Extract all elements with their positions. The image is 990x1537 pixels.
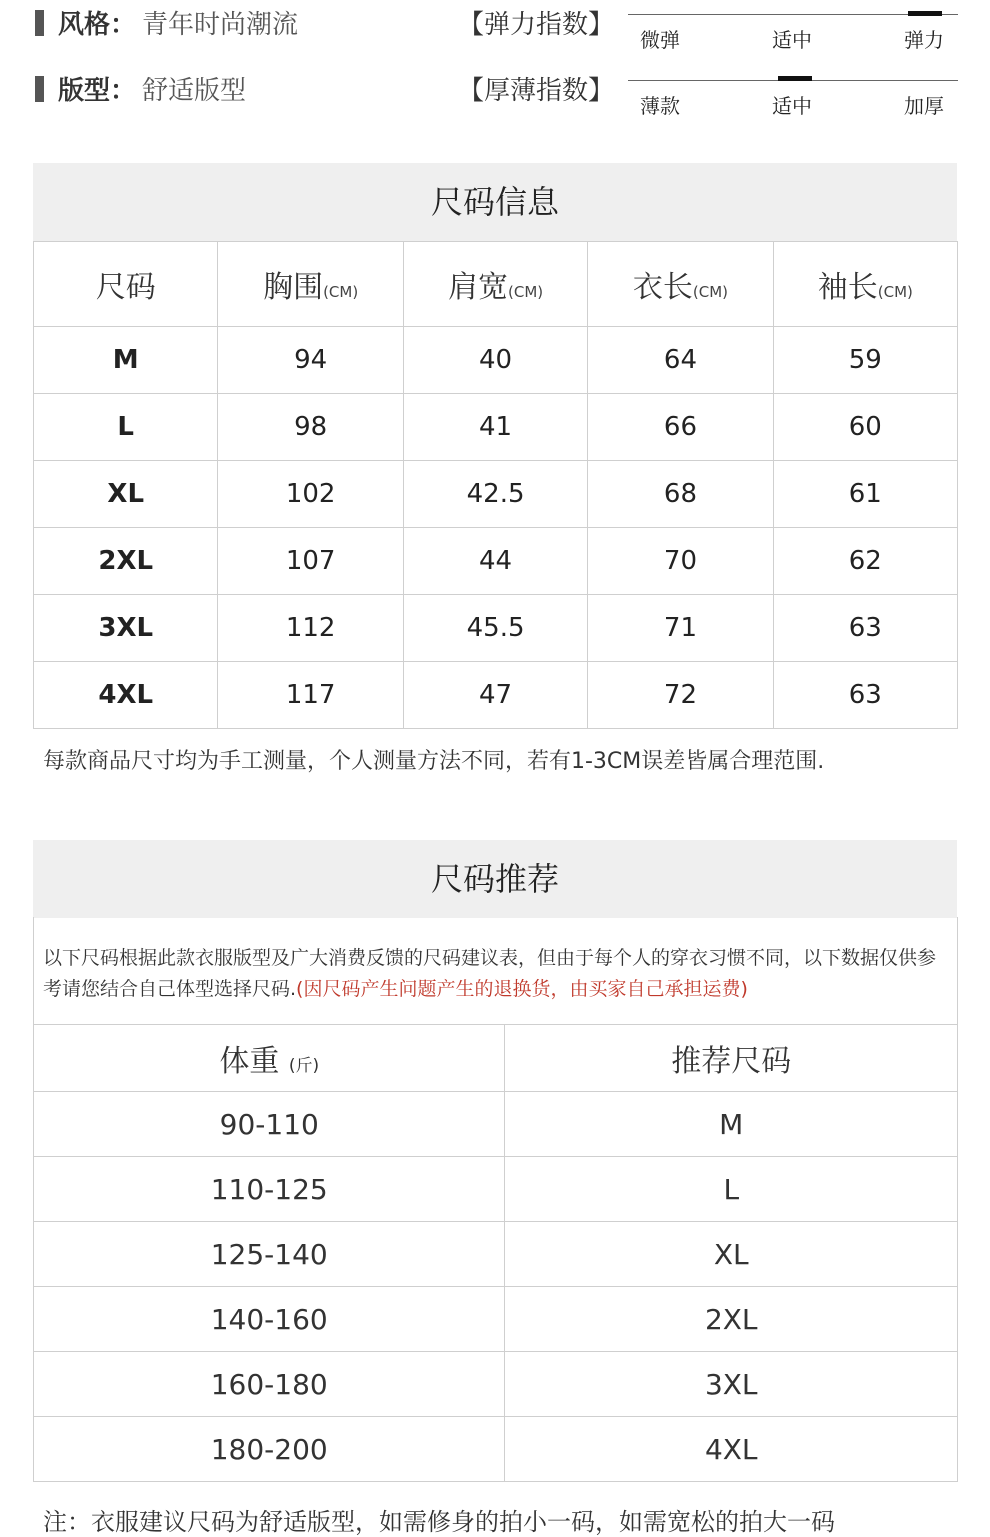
chest-cell: 112: [218, 595, 403, 662]
size-rec-title: 尺码推荐: [430, 860, 559, 898]
elasticity-scale-marker: [908, 11, 942, 16]
thickness-scale-marker: [778, 76, 812, 81]
sleeve-cell: 62: [773, 528, 957, 595]
table-row: [34, 1157, 958, 1222]
length-cell: 71: [588, 595, 773, 662]
header-length: [588, 242, 773, 327]
size-cell: 2XL: [34, 528, 218, 595]
header-unit: (CM): [877, 283, 913, 301]
weight-cell: 125-140: [34, 1222, 505, 1287]
weight-cell: 90-110: [34, 1092, 505, 1157]
size-info-table: [33, 241, 958, 729]
thickness-label-high: 加厚: [904, 94, 944, 118]
header-label: 胸围: [263, 270, 324, 305]
table-row: [34, 1417, 958, 1482]
header-label: 袖长: [817, 270, 878, 305]
attr-value-style: 青年时尚潮流: [142, 10, 299, 40]
header-label: 肩宽: [448, 270, 508, 305]
header-unit: (CM): [323, 283, 359, 301]
thickness-index-title: 【厚薄指数】: [458, 76, 615, 106]
elasticity-label-low: 微弹: [640, 28, 680, 52]
size-info-header: [33, 163, 957, 241]
header-unit: (CM): [508, 283, 544, 301]
table-row: [34, 662, 958, 729]
sleeve-cell: 59: [773, 327, 957, 394]
sleeve-cell: 63: [773, 662, 957, 729]
length-cell: 72: [588, 662, 773, 729]
rec-size-cell: 4XL: [505, 1417, 958, 1482]
size-rec-warning: (因尺码产生问题产生的退换货，由买家自己承担运费): [296, 978, 748, 1000]
size-cell: 3XL: [34, 595, 218, 662]
header-sleeve: [773, 242, 957, 327]
measurement-note: 每款商品尺寸均为手工测量，个人测量方法不同，若有1-3CM误差皆属合理范围.: [43, 749, 825, 774]
size-rec-table: [33, 1024, 958, 1482]
rec-size-cell: M: [505, 1092, 958, 1157]
header-unit: (CM): [692, 283, 729, 301]
weight-cell: 160-180: [34, 1352, 505, 1417]
header-recommended-size: [505, 1025, 958, 1092]
rec-size-cell: XL: [505, 1222, 958, 1287]
table-row: [34, 528, 958, 595]
attr-label-fit: 版型：: [58, 76, 137, 106]
attr-row-style: [0, 2, 990, 62]
elasticity-index-title: 【弹力指数】: [458, 10, 615, 40]
header-weight: [34, 1025, 505, 1092]
weight-cell: 110-125: [34, 1157, 505, 1222]
size-cell: 4XL: [34, 662, 218, 729]
size-cell: M: [34, 327, 218, 394]
attr-bar-marker: [35, 76, 44, 102]
table-row: [34, 1352, 958, 1417]
table-row: [34, 394, 958, 461]
chest-cell: 107: [218, 528, 403, 595]
rec-size-cell: 2XL: [505, 1287, 958, 1352]
elasticity-label-mid: 适中: [772, 28, 812, 52]
table-row: [34, 1287, 958, 1352]
header-label: 衣长: [632, 270, 693, 305]
weight-cell: 180-200: [34, 1417, 505, 1482]
chest-cell: 98: [218, 394, 403, 461]
size-cell: L: [34, 394, 218, 461]
attr-bar-marker: [35, 10, 44, 36]
thickness-label-mid: 适中: [772, 94, 812, 118]
chest-cell: 117: [218, 662, 403, 729]
table-row: [34, 595, 958, 662]
attr-value-fit: 舒适版型: [142, 76, 247, 106]
shoulder-cell: 45.5: [403, 595, 587, 662]
size-table-header-row: [34, 242, 958, 327]
length-cell: 68: [588, 461, 773, 528]
length-cell: 70: [588, 528, 773, 595]
header-unit: (斤): [288, 1056, 320, 1076]
table-row: [34, 327, 958, 394]
header-size: [34, 242, 218, 327]
rec-size-cell: 3XL: [505, 1352, 958, 1417]
header-shoulder: [403, 242, 587, 327]
rec-size-cell: L: [505, 1157, 958, 1222]
size-rec-desc-text: 以下尺码根据此款衣服版型及广大消费反馈的尺码建议表，但由于每个人的穿衣习惯不同，以下数据仅供参考请您结合自己体型选择尺码.: [43, 947, 937, 1000]
sleeve-cell: 63: [773, 595, 957, 662]
size-rec-footnote: 注：衣服建议尺码为舒适版型，如需修身的拍小一码，如需宽松的拍大一码: [43, 1508, 835, 1536]
size-cell: XL: [34, 461, 218, 528]
header-label: 尺码: [95, 270, 156, 305]
shoulder-cell: 47: [403, 662, 587, 729]
header-chest: [218, 242, 403, 327]
table-row: [34, 461, 958, 528]
shoulder-cell: 42.5: [403, 461, 587, 528]
table-row: [34, 1092, 958, 1157]
size-info-title: 尺码信息: [430, 183, 559, 221]
shoulder-cell: 40: [403, 327, 587, 394]
attr-label-style: 风格：: [58, 10, 137, 40]
size-rec-header: [33, 840, 957, 918]
elasticity-label-high: 弹力: [904, 28, 944, 52]
header-label: 推荐尺码: [671, 1044, 792, 1079]
attr-row-fit: [0, 68, 990, 128]
chest-cell: 102: [218, 461, 403, 528]
length-cell: 64: [588, 327, 773, 394]
thickness-label-low: 薄款: [640, 94, 680, 118]
chest-cell: 94: [218, 327, 403, 394]
shoulder-cell: 44: [403, 528, 587, 595]
table-row: [34, 1222, 958, 1287]
sleeve-cell: 60: [773, 394, 957, 461]
header-label: 体重: [219, 1044, 280, 1079]
rec-table-header-row: [34, 1025, 958, 1092]
shoulder-cell: 41: [403, 394, 587, 461]
weight-cell: 140-160: [34, 1287, 505, 1352]
sleeve-cell: 61: [773, 461, 957, 528]
length-cell: 66: [588, 394, 773, 461]
size-rec-description: [43, 943, 953, 1005]
